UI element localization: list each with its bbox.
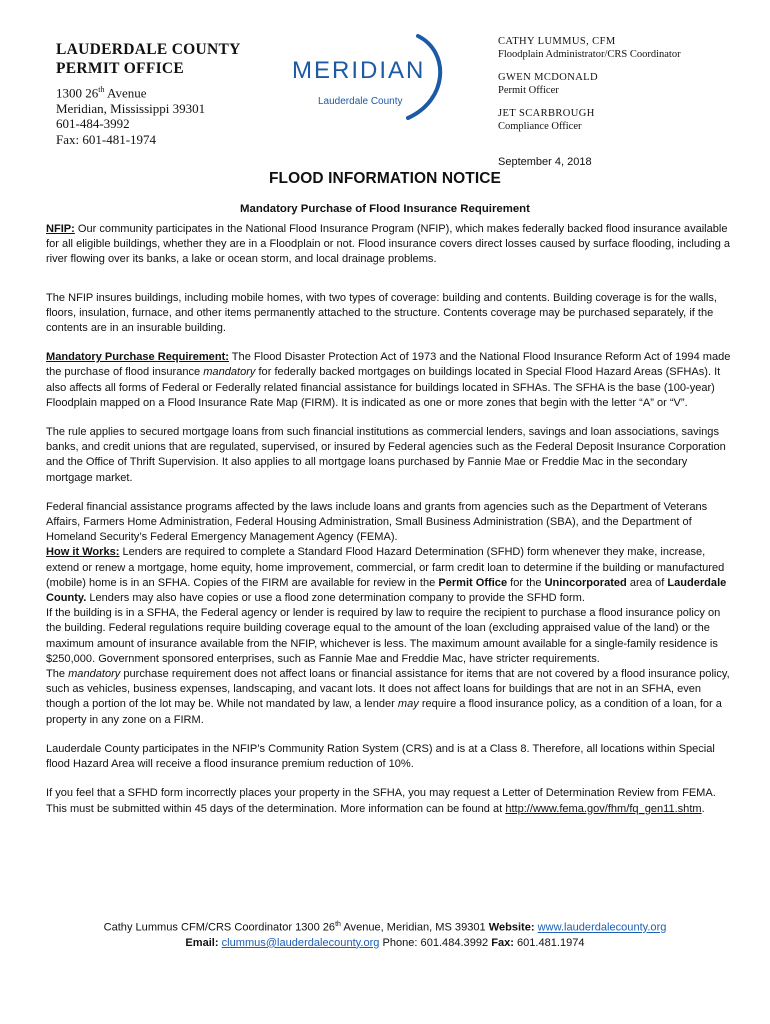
office-name-line1: LAUDERDALE COUNTY bbox=[56, 41, 241, 58]
not-covered-text-1: The bbox=[46, 668, 69, 681]
federal-paragraph: Federal financial assistance programs affected by the laws include loans and grants from agencies such as the Department of Veterans Affairs, Farmers Home Administration, Federal Housing Administration, Small Business Administration (SBA), and the Department of Homeland Security’s Federal Emergency Management Agency (FEMA). bbox=[46, 500, 708, 544]
logo-sub-text: Lauderdale County bbox=[318, 96, 403, 107]
footer-contact: Cathy Lummus CFM/CRS Coordinator 1300 26 bbox=[103, 921, 336, 934]
mandatory-paragraph bbox=[46, 350, 736, 411]
not-covered-emphasis-2: may bbox=[397, 698, 419, 711]
footer-fax: 601.481.1974 bbox=[513, 936, 585, 949]
page-subtitle: Mandatory Purchase of Flood Insurance Requirement bbox=[240, 203, 530, 215]
staff-name-1: CATHY LUMMUS, CFM bbox=[498, 36, 616, 47]
page-title: FLOOD INFORMATION NOTICE bbox=[268, 170, 501, 187]
phone-line: 601-484-3992 bbox=[56, 116, 130, 132]
staff-name-2: GWEN MCDONALD bbox=[498, 72, 598, 83]
email-label: Email: bbox=[185, 936, 219, 949]
mandatory-emphasis: mandatory bbox=[203, 366, 256, 379]
street-name: Avenue bbox=[104, 85, 147, 101]
nfip-paragraph bbox=[46, 222, 736, 268]
review-text: If you feel that a SFHD form incorrectly places your property in the SFHA, you may request a Letter of Determination Review from FEMA. This must be submitted within 45 days of the determination. More information can be found at bbox=[46, 787, 716, 815]
not-covered-emphasis-1: mandatory bbox=[68, 668, 121, 681]
staff-list bbox=[498, 36, 681, 133]
unincorporated-bold: Unincorporated bbox=[544, 576, 627, 589]
nfip-text: Our community participates in the National Flood Insurance Program (NFIP), which makes federally backed flood insurance available for all eligible buildings, whether they are in a Floodplain or not. Flood insurance covers direct losses caused by surface flooding, including a river flowing over its banks, a lake or ocean storm, and local drainage problems. bbox=[46, 223, 731, 266]
page-footer bbox=[0, 917, 770, 951]
staff-title-2: Permit Officer bbox=[498, 84, 559, 96]
staff-title-1: Floodplain Administrator/CRS Coordinator bbox=[498, 48, 681, 60]
staff-title-3: Compliance Officer bbox=[498, 120, 582, 132]
notice-body bbox=[46, 222, 736, 817]
not-covered-paragraph bbox=[46, 667, 736, 728]
county-bold: Lauderdale County. bbox=[46, 576, 727, 605]
how-text-4: Lenders may also have copies or use a flood zone determination company to provide the SFHD form. bbox=[86, 592, 585, 605]
crs-paragraph: Lauderdale County participates in the NFIP’s Community Ration System (CRS) and is at a Class 8. Therefore, all locations within Special flood Hazard Area will receive a flood insurance premium reduction of 10%. bbox=[46, 742, 715, 771]
office-name-line2: PERMIT OFFICE bbox=[56, 60, 185, 77]
not-covered-text-3: require a flood insurance policy, as a condition of a loan, for a property in any zone on a FIRM. bbox=[46, 698, 722, 726]
footer-suffix: th bbox=[335, 921, 341, 928]
nfip-label: NFIP: bbox=[46, 223, 75, 235]
street-suffix: th bbox=[98, 85, 105, 94]
website-label: Website: bbox=[488, 921, 535, 934]
footer-address: Avenue, Meridian, MS 39301 bbox=[340, 921, 489, 934]
footer-phone: Phone: 601.484.3992 bbox=[379, 936, 492, 949]
mandatory-text-1: The Flood Disaster Protection Act of 1973 and the National Flood Insurance Reform Act of 1994 made the purchase of flood insurance bbox=[46, 351, 731, 379]
footer-line-1 bbox=[0, 917, 770, 936]
fema-link[interactable]: http://www.fema.gov/fhm/fq_gen11.shtm bbox=[505, 802, 702, 815]
logo-main-text: MERIDIAN bbox=[292, 57, 426, 84]
coverage-paragraph: The NFIP insures buildings, including mobile homes, with two types of coverage: building and contents. Building coverage is for the walls, floors, insulation, furnace, and other items permanently attached to the structure. Contents coverage may be purchased separately, if the contents are in an insurable building. bbox=[46, 291, 717, 335]
street-number: 1300 26 bbox=[56, 85, 99, 101]
staff-name-3: JET SCARBROUGH bbox=[498, 108, 595, 119]
notice-date: September 4, 2018 bbox=[498, 156, 592, 168]
email-link[interactable]: clummus@lauderdalecounty.org bbox=[221, 936, 380, 949]
rule-paragraph: The rule applies to secured mortgage loans from such financial institutions as commercial lenders, savings and loan associations, savings banks, and credit unions that are regulated, supervised, or insured by Federal agencies such as the Federal Deposit Insurance Corporation and the Office of Thrift Supervision. It also applies to all mortgage loans purchased by Fannie Mae or Freddie Mac in the secondary mortgage market. bbox=[46, 426, 726, 484]
review-end: . bbox=[701, 802, 705, 815]
how-text-2: for the bbox=[507, 576, 545, 589]
not-covered-text-2: purchase requirement does not affect loans or financial assistance for items that are not covered by a flood insurance policy, such as vehicles, business expenses, landscaping, and vacant lots. It does not affect loans for buildings that are not in an SFHA, even though a portion of the lot may be. While not mandated by law, a lender bbox=[46, 668, 730, 711]
fax-label: Fax: bbox=[491, 936, 514, 949]
city-line: Meridian, Mississippi 39301 bbox=[56, 100, 206, 116]
sfha-paragraph: If the building is in a SFHA, the Federal agency or lender is required by law to require the recipient to purchase a flood insurance policy on the building. Federal regulations require building coverage equal to the amount of the loan (excluding appraised value of the land) or the maximum amount of insurance available from the NFIP, whichever is less. The maximum amount available for a single-family residence is $250,000. Government sponsored enterprises, such as Fannie Mae and Freddie Mac, have stricter requirements. bbox=[46, 607, 721, 665]
mandatory-label: Mandatory Purchase Requirement: bbox=[46, 351, 229, 364]
mandatory-text-2: for federally backed mortgages on buildings located in Special Flood Hazard Areas (SFHAs). It also affects all forms of Federal or Federally related financial assistance for buildings located in SFHAs. The SFHA is the base (100-year) Floodplain mapped on a Flood Insurance Rate Map (FIRM). It is indicated as one or more zones that begin with the letter “A” or “V”. bbox=[46, 366, 721, 409]
website-link[interactable]: www.lauderdalecounty.org bbox=[537, 921, 667, 934]
how-it-works-paragraph bbox=[46, 545, 736, 606]
meridian-logo bbox=[290, 34, 470, 120]
office-address-block bbox=[56, 40, 241, 147]
fax-line: Fax: 601-481-1974 bbox=[56, 131, 157, 147]
how-text-1: Lenders are required to complete a Standard Flood Hazard Determination (SFHD) form whenever they make, increase, extend or renew a mortgage, home equity, home improvement, commercial, or farm credit loan to determine if the building or manufactured (mobile) home is in an SFHA. Copies of the FIRM are available for review in the bbox=[46, 546, 725, 589]
footer-line-2 bbox=[0, 936, 770, 951]
permit-office-bold: Permit Office bbox=[438, 576, 508, 589]
how-text-3: area of bbox=[626, 576, 668, 589]
street-address bbox=[56, 82, 241, 101]
how-it-works-label: How it Works: bbox=[46, 546, 120, 559]
review-paragraph bbox=[46, 786, 736, 816]
